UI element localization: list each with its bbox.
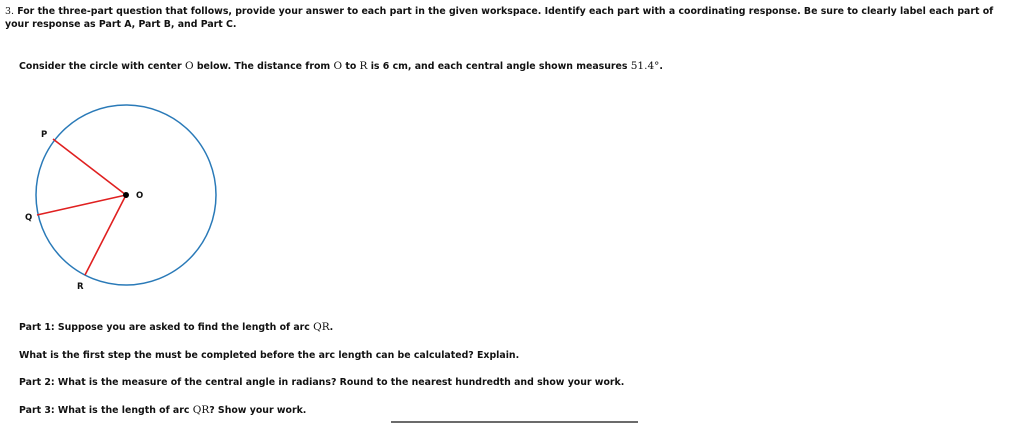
radius-oq: [37, 195, 126, 215]
label-o: O: [136, 191, 144, 201]
prompt-text-4: is 6 cm, and each central angle shown measures: [370, 61, 628, 72]
part-3-arc: QR: [192, 404, 210, 416]
prompt-text-1: Consider the circle with center: [19, 61, 182, 72]
question-instructions: [5, 5, 1020, 31]
part-1-end: .: [329, 322, 334, 333]
label-p: P: [41, 130, 48, 140]
label-q: Q: [25, 213, 33, 223]
part-1-question: [19, 321, 333, 334]
part-1-text: Part 1: Suppose you are asked to find the length of arc: [19, 322, 310, 333]
question-number: 3.: [5, 6, 14, 17]
prompt-end: .: [659, 61, 663, 72]
part-3-question: [19, 404, 306, 417]
part-1-arc: QR: [313, 321, 330, 333]
prompt-text-3: to: [345, 61, 357, 72]
prompt-text-2: below. The distance from: [196, 61, 331, 72]
from-symbol: O: [333, 60, 343, 72]
instructions-text: For the three-part question that follows, provide your answer to each part in the given workspace. Identify each part with a coordinating response. Be sure to clearly label each part of your response as Part A, Part B, and Part C.: [5, 6, 994, 30]
to-symbol: R: [359, 60, 368, 72]
part-3-text: Part 3: What is the length of arc: [19, 405, 190, 416]
part-2-question: Part 2: What is the measure of the central angle in radians? Round to the nearest hundredth and show your work.: [19, 377, 625, 388]
angle-value: 51.4°: [630, 60, 660, 72]
center-symbol: O: [184, 60, 194, 72]
part-3-end: ? Show your work.: [209, 405, 307, 416]
radius-or: [85, 195, 126, 275]
label-r: R: [77, 282, 84, 292]
part-1-followup: What is the first step the must be completed before the arc length can be calculated? Explain.: [19, 350, 520, 361]
radius-op: [53, 139, 126, 195]
circle-diagram: [20, 95, 230, 295]
problem-prompt: [19, 60, 663, 73]
center-point: [123, 192, 129, 198]
